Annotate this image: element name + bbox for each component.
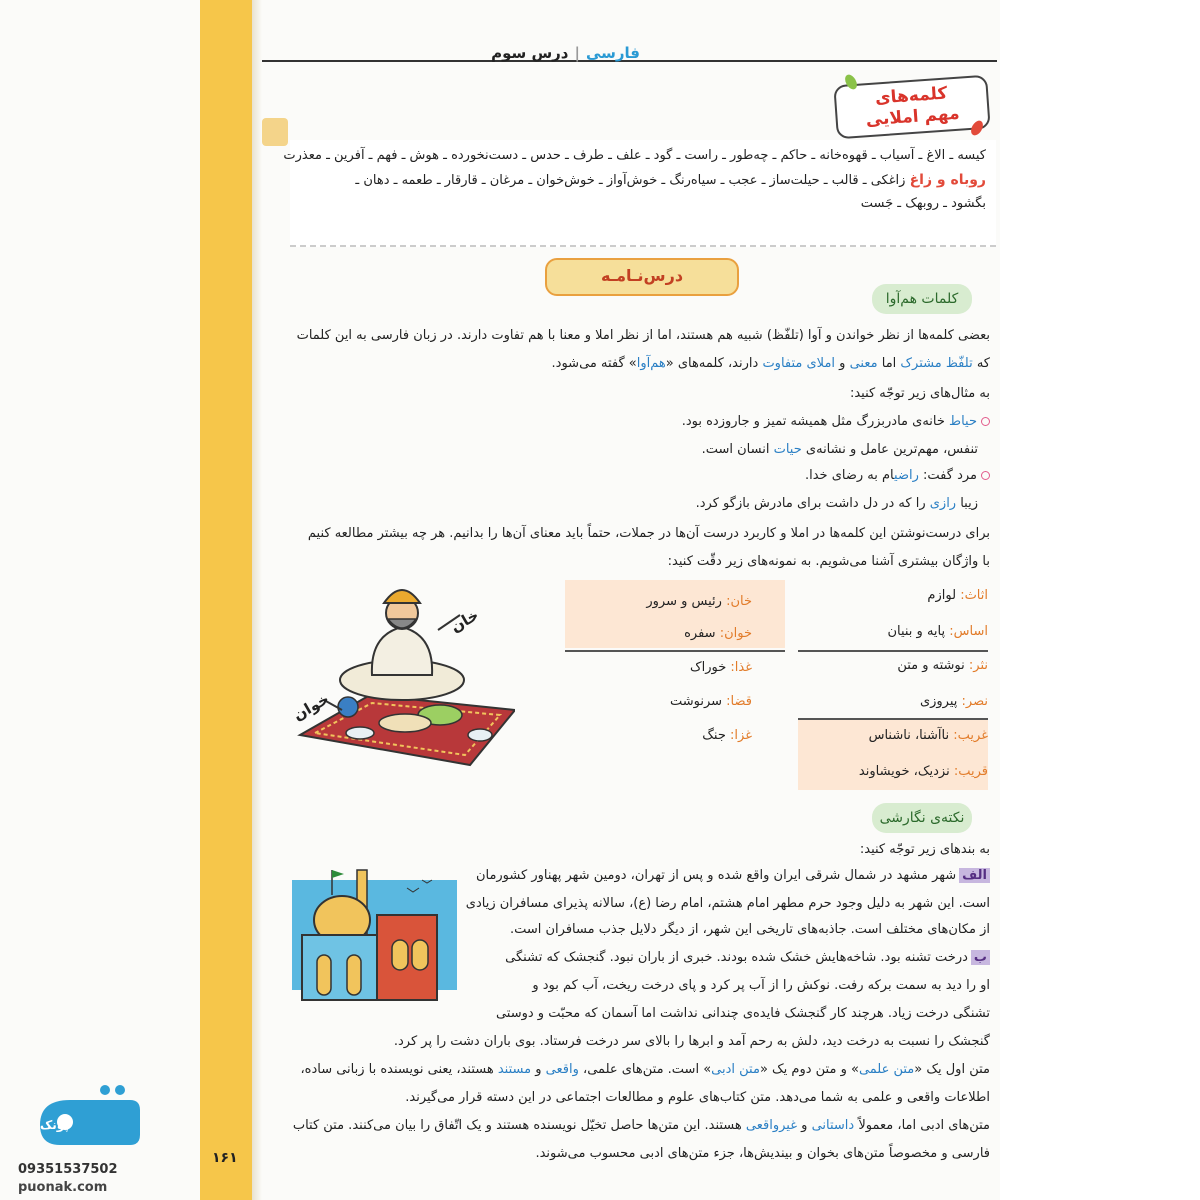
note-line-3: متن‌های ادبی اما، معمولاً داستانی و غیرواقعی هستند. این متن‌ها حاصل تخیّل نویسنده هستند و یک اتّفاق را بیان می‌کنند. متن کتاب bbox=[292, 1118, 990, 1133]
pair-meaning: سرنوشت bbox=[669, 694, 723, 709]
pair-left-2 bbox=[690, 660, 752, 675]
tag-be: ب bbox=[971, 950, 990, 965]
pair-meaning: لوازم bbox=[927, 588, 957, 603]
pair-word: قریب: bbox=[953, 764, 988, 779]
page-margin-right bbox=[1000, 0, 1200, 1200]
pairs-left-highlight bbox=[565, 580, 785, 648]
para-3: به مثال‌های زیر توجّه کنید: bbox=[849, 386, 990, 401]
pair-word: قضا: bbox=[726, 694, 752, 709]
header-lesson: درس سوم bbox=[491, 44, 569, 62]
example-1a: حیاط خانه‌ی مادربزرگ مثل همیشه تمیز و جاروزده بود. bbox=[682, 414, 990, 429]
para-intro: به بندهای زیر توجّه کنید: bbox=[859, 842, 990, 857]
para-4: برای درست‌نوشتن این کلمه‌ها در املا و کاربرد درست آن‌ها در جملات، حتماً باید معنای آن‌ها را بدانیم. هر چه بیشتر مطالعه کنیم bbox=[307, 526, 990, 541]
pair-word: نصر: bbox=[961, 694, 988, 709]
vocab-line-2-label: روباه و زاغ bbox=[909, 172, 986, 188]
example-2b: زیبا رازی را که در دل داشت برای مادرش بازگو کرد. bbox=[695, 496, 978, 511]
vocab-line-2 bbox=[355, 172, 986, 188]
note-line-1: متن اول یک «متن علمی» و متن دوم یک «متن ادبی» است. متن‌های علمی، واقعی و مستند هستند، یعنی نویسنده با زبانی ساده، bbox=[300, 1062, 990, 1077]
tag-alef: الف bbox=[959, 868, 990, 883]
bullet-icon bbox=[981, 471, 990, 480]
pair-right-4 bbox=[869, 728, 988, 743]
lesson-title-box: درس‌نـامـه bbox=[545, 258, 739, 296]
pair-meaning: پیروزی bbox=[919, 694, 958, 709]
pairs-left-divider bbox=[565, 650, 785, 652]
pair-right-5 bbox=[859, 764, 988, 779]
para-5: با واژگان بیشتری آشنا می‌شویم. به نمونه‌های زیر دقّت کنید: bbox=[667, 554, 990, 569]
section-writing-title: نکته‌ی نگارشی bbox=[872, 803, 972, 833]
illus-label-khaan: خوان bbox=[290, 689, 333, 725]
pair-word: غذا: bbox=[730, 660, 752, 675]
be-line-1: بدرخت تشنه بود. شاخه‌هایش خشک شده بودند. خبری از باران نبود. گنجشک که تشنگی bbox=[505, 950, 990, 965]
note-line-4: فارسی و مخصوصاً متن‌های بخوان و بیندیش‌ها، جزء متن‌های ادبی محسوب می‌شوند. bbox=[535, 1146, 990, 1161]
page-spine bbox=[200, 0, 252, 1200]
pair-word: غریب: bbox=[953, 728, 988, 743]
pair-left-0 bbox=[646, 594, 752, 609]
bullet-icon bbox=[981, 417, 990, 426]
header-subject: فارسی bbox=[585, 44, 640, 62]
pair-meaning: رئیس و سرور bbox=[646, 594, 722, 609]
pair-left-3 bbox=[670, 694, 752, 709]
para-2: که تلفّظ مشترک اما معنی و املای متفاوت دارند، کلمه‌های «هم‌آوا» گفته می‌شود. bbox=[551, 356, 990, 371]
vocab-line-3: بگشود ـ روبهک ـ جَست bbox=[860, 196, 986, 211]
brand-phone: 09351537502 bbox=[18, 1162, 118, 1177]
vocab-line-1: کیسه ـ الاغ ـ آسیاب ـ قهوه‌خانه ـ حاکم ـ چه‌طور ـ راست ـ گود ـ علف ـ طرف ـ حدس ـ دست‌نخورده ـ هوش ـ فهم ـ آفرین ـ معذرت bbox=[283, 148, 986, 163]
be-line-4: گنجشک را نسبت به درخت دید، دلش به رحم آمد و ابرها را بالای سر درخت فرستاد. بوی باران دشت را پر کرد. bbox=[393, 1034, 990, 1049]
example-2a: مرد گفت: راضیام به رضای خدا. bbox=[805, 468, 990, 483]
alef-line-3: از مکان‌های مختلف است. جاذبه‌های تاریخی این شهر، از دیگر دلایل جذب مسافران است. bbox=[509, 922, 990, 937]
be-line-3: تشنگی درخت زیاد. هرچند کار گنجشک فایده‌ی چندانی نداشت اما آسمان که محبّت و دوستی bbox=[495, 1006, 990, 1021]
pair-meaning: نوشته و متن bbox=[897, 658, 965, 673]
alef-line-1: الفشهر مشهد در شمال شرقی ایران واقع شده و پس از تهران، دومین شهر پهناور کشورمان bbox=[476, 868, 990, 883]
pair-right-0 bbox=[927, 588, 988, 603]
pair-left-1 bbox=[684, 626, 752, 641]
vocab-title-line-1: کلمه‌های bbox=[874, 83, 948, 109]
alef-line-2: است. این شهر به دلیل وجود حرم مطهر امام هشتم، امام رضا (ع)، سالانه پذیرای مسافران زیادی bbox=[465, 896, 990, 911]
be-line-2: او را دید به سمت برکه رفت. نوکش را از آب پر کرد و پای درخت ریخت، آب کم بود و bbox=[532, 978, 990, 993]
pair-word: غزا: bbox=[730, 728, 752, 743]
vocab-line-2-text: زاغکی ـ قالب ـ حیلت‌ساز ـ عجب ـ سیاه‌رنگ ـ خوش‌آواز ـ خوش‌خوان ـ مرغان ـ قارقار ـ طعمه ـ دهان ـ bbox=[355, 173, 906, 188]
pair-meaning: سفره bbox=[684, 626, 716, 641]
pair-word: نثر: bbox=[968, 658, 988, 673]
illus-label-khan: خان bbox=[447, 605, 482, 637]
pair-meaning: ناآشنا، ناشناس bbox=[868, 728, 950, 743]
vocab-box bbox=[283, 140, 996, 247]
side-logo-icon bbox=[262, 118, 288, 146]
pair-word: خوان: bbox=[719, 626, 752, 641]
pairs-right-divider-1 bbox=[798, 650, 988, 652]
brand-site: puonak.com bbox=[18, 1180, 108, 1195]
pairs-right-divider-2 bbox=[798, 718, 988, 720]
pair-word: اساس: bbox=[949, 624, 988, 639]
pair-right-2 bbox=[897, 658, 988, 673]
pair-right-1 bbox=[887, 624, 988, 639]
page-gutter bbox=[252, 0, 262, 1200]
pair-word: خان: bbox=[726, 594, 752, 609]
pair-meaning: نزدیک، خویشاوند bbox=[858, 764, 950, 779]
page-number: ۱۶۱ bbox=[212, 1150, 238, 1166]
note-line-2: اطلاعات واقعی و علمی به شما می‌دهد. متن کتاب‌های علوم و مطالعات اجتماعی در این دسته قرار می‌گیرند. bbox=[405, 1090, 990, 1105]
brand-name: پونک bbox=[40, 1118, 69, 1132]
pair-left-4 bbox=[702, 728, 752, 743]
pair-meaning: خوراک bbox=[689, 660, 727, 675]
pair-meaning: جنگ bbox=[702, 728, 726, 743]
khan-khaan-illustration bbox=[290, 575, 515, 770]
example-1b: تنفس، مهم‌ترین عامل و نشانه‌ی حیات انسان است. bbox=[701, 442, 978, 457]
page-header: فارسی|درس سوم bbox=[491, 44, 640, 62]
pair-right-3 bbox=[920, 694, 988, 709]
mosque-illustration bbox=[292, 860, 457, 1010]
vocab-title-line-2: مهم املایی bbox=[865, 103, 961, 131]
section-homophones-title: کلمات هم‌آوا bbox=[872, 284, 972, 314]
pair-meaning: پایه و بنیان bbox=[887, 624, 946, 639]
pair-word: اثاث: bbox=[960, 588, 988, 603]
para-1: بعضی کلمه‌ها از نظر خواندن و آوا (تلفّظ) شبیه هم هستند، اما از نظر املا و معنا با هم تفاوت دارند. در زبان فارسی به این کلمات bbox=[296, 328, 990, 343]
